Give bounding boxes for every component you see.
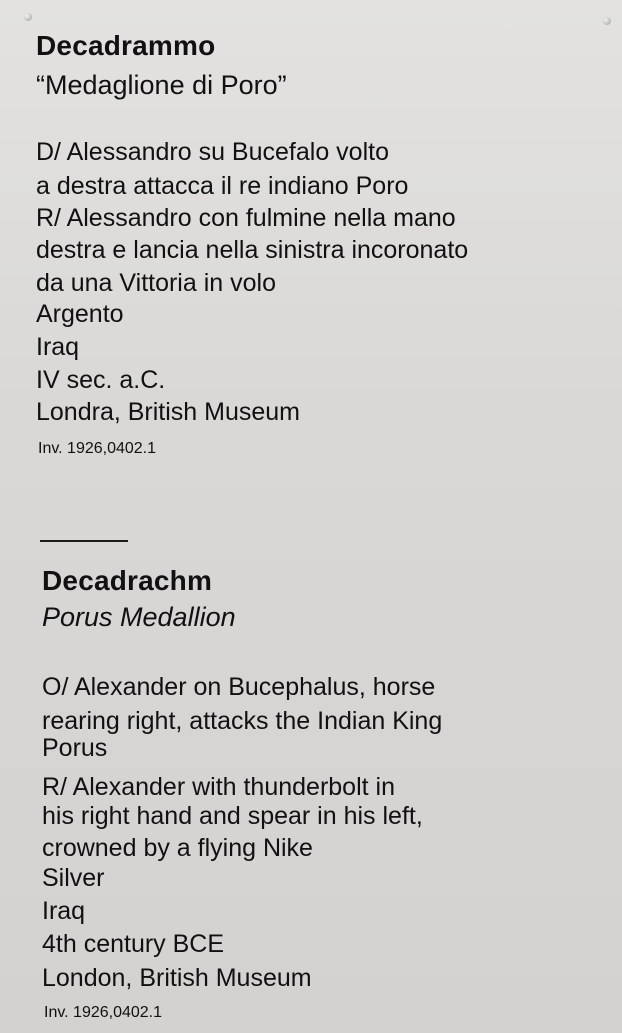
english-inventory: Inv. 1926,0402.1 [44, 1004, 163, 1021]
english-line: Silver [42, 864, 105, 892]
english-line: R/ Alexander with thunderbolt in [42, 773, 395, 801]
italian-line: destra e lancia nella sinistra incoronato [36, 236, 469, 264]
screw-icon [24, 13, 32, 21]
english-line: Iraq [42, 897, 86, 925]
italian-line: R/ Alessandro con fulmine nella mano [36, 204, 456, 232]
screw-icon [603, 17, 611, 25]
italian-title: Decadrammo [36, 30, 216, 61]
italian-line: Argento [36, 300, 124, 328]
english-line: crowned by a flying Nike [42, 834, 313, 862]
italian-line: D/ Alessandro su Bucefalo volto [36, 138, 389, 166]
italian-line: Iraq [36, 333, 80, 361]
english-line: 4th century BCE [42, 930, 225, 958]
english-title: Decadrachm [42, 565, 213, 596]
italian-line: a destra attacca il re indiano Poro [36, 172, 409, 200]
italian-subtitle: “Medaglione di Poro” [36, 70, 287, 100]
section-divider [40, 540, 128, 542]
italian-line: Londra, British Museum [36, 398, 301, 426]
english-line: rearing right, attacks the Indian King [42, 707, 443, 735]
english-line: his right hand and spear in his left, [42, 802, 423, 830]
italian-inventory: Inv. 1926,0402.1 [38, 440, 157, 457]
english-line: London, British Museum [42, 964, 312, 992]
italian-line: IV sec. a.C. [36, 366, 166, 394]
english-line: O/ Alexander on Bucephalus, horse [42, 673, 436, 701]
english-line: Porus [42, 734, 108, 762]
english-subtitle: Porus Medallion [42, 602, 236, 632]
italian-line: da una Vittoria in volo [36, 269, 276, 297]
